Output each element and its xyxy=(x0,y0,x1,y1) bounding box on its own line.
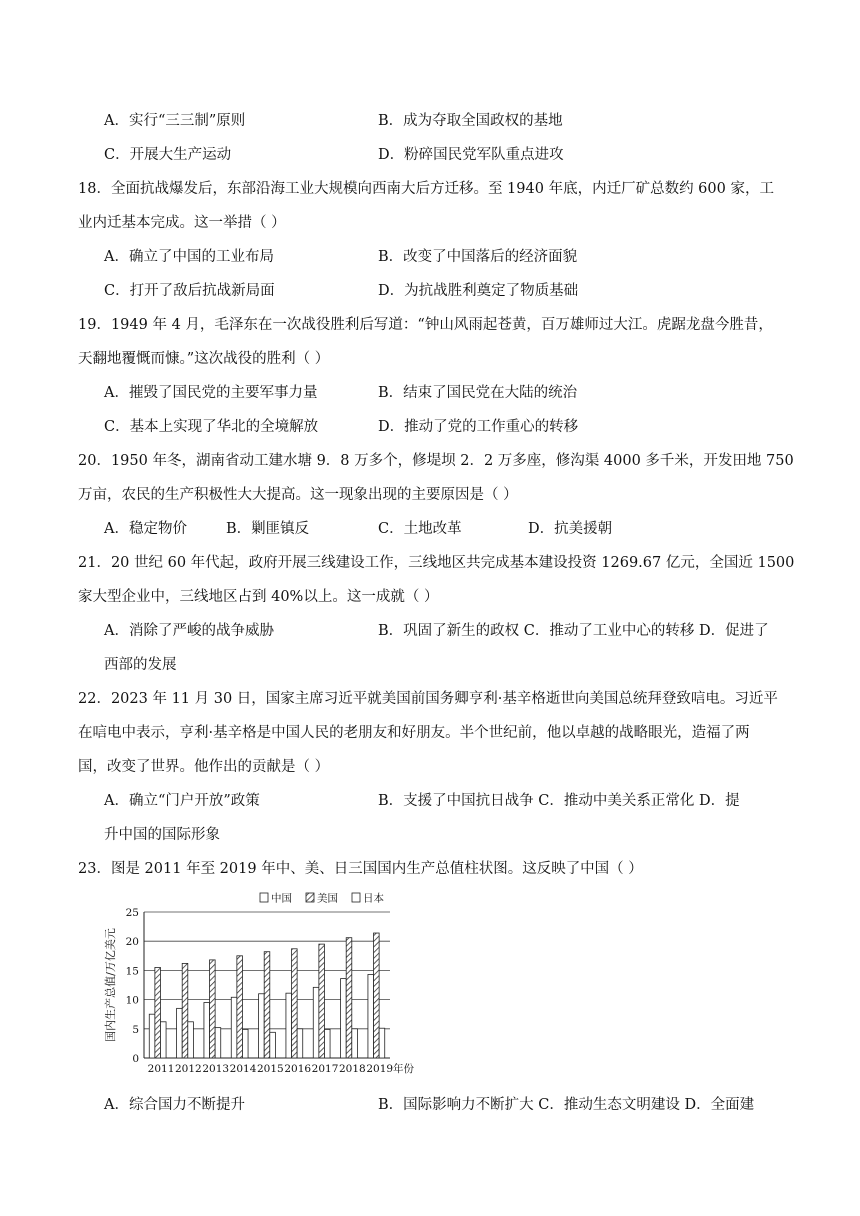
bar-中国-2011 xyxy=(149,1014,155,1058)
q17-option-d: D．粉碎国民党军队重点进攻 xyxy=(378,147,564,163)
q22-stem-line2: 在唁电中表示，亨利·基辛格是中国人民的老朋友和好朋友。半个世纪前，他以卓越的战略眼光，造福了两 xyxy=(78,725,750,741)
bar-美国-2013 xyxy=(210,960,216,1058)
q18-option-a: A．确立了中国的工业布局 xyxy=(104,249,274,265)
x-tick-label: 2011 xyxy=(147,1063,175,1075)
q23-option-a: A．综合国力不断提升 xyxy=(104,1097,245,1113)
y-tick-label: 25 xyxy=(125,907,139,919)
q18-option-b: B．改变了中国落后的经济面貌 xyxy=(378,249,578,265)
x-tick-label: 2014 xyxy=(229,1063,257,1075)
x-tick-label: 2012 xyxy=(175,1063,202,1075)
y-tick-label: 5 xyxy=(132,1023,139,1036)
bar-美国-2016 xyxy=(292,949,298,1058)
q20-option-c: C．土地改革 xyxy=(378,521,462,537)
x-tick-label: 2015 xyxy=(257,1063,284,1075)
q18-option-c: C．打开了敌后抗战新局面 xyxy=(104,283,275,299)
bar-美国-2012 xyxy=(182,963,188,1058)
q21-stem-line1: 21．20 世纪 60 年代起，政府开展三线建设工作，三线地区共完成基本建设投资 1269.67 亿元，全国近 1500 xyxy=(78,555,795,571)
q18-option-d: D．为抗战胜利奠定了物质基础 xyxy=(378,283,579,299)
bar-美国-2019 xyxy=(374,933,380,1058)
x-tick-label: 2018 xyxy=(339,1063,366,1075)
q22-option-continuation: 升中国的国际形象 xyxy=(104,827,220,843)
bar-日本-2017 xyxy=(324,1029,330,1058)
bar-美国-2017 xyxy=(319,944,325,1058)
q20-option-a: A．稳定物价 xyxy=(104,521,187,537)
bar-日本-2018 xyxy=(352,1029,358,1058)
q22-option-a: A．确立“门户开放”政策 xyxy=(104,793,260,809)
bar-日本-2012 xyxy=(188,1022,194,1058)
q19-option-a: A．摧毁了国民党的主要军事力量 xyxy=(104,385,318,401)
bar-中国-2018 xyxy=(341,979,347,1058)
x-tick-label: 2017 xyxy=(311,1063,339,1075)
legend-label: 日本 xyxy=(363,892,384,905)
bar-中国-2019 xyxy=(368,974,374,1058)
gdp-bar-chart xyxy=(104,888,415,1080)
legend-swatch-中国 xyxy=(260,893,268,902)
legend-label: 中国 xyxy=(271,892,292,905)
q21-option-a: A．消除了严峻的战争威胁 xyxy=(104,623,274,639)
bar-美国-2011 xyxy=(155,967,161,1058)
q20-stem-line1: 20．1950 年冬，湖南省动工建水塘 9．8 万多个，修堤坝 2．2 万多座，修沟渠 4000 多千米，开发田地 750 xyxy=(78,453,794,469)
y-tick-label: 10 xyxy=(125,994,139,1007)
q21-option-continuation: 西部的发展 xyxy=(104,657,177,673)
q23-options-bcd: B．国际影响力不断扩大 C．推动生态文明建设 D．全面建 xyxy=(378,1097,755,1113)
bar-日本-2013 xyxy=(215,1028,221,1058)
x-tick-label: 2016 xyxy=(284,1063,312,1075)
bar-日本-2016 xyxy=(297,1029,303,1058)
q17-option-c: C．开展大生产运动 xyxy=(104,147,232,163)
bar-美国-2015 xyxy=(264,952,270,1058)
q18-stem-line1: 18．全面抗战爆发后，东部沿海工业大规模向西南大后方迁移。至 1940 年底，内迁厂矿总数约 600 家，工 xyxy=(78,181,774,197)
q20-option-b: B．剿匪镇反 xyxy=(226,521,310,537)
bar-日本-2011 xyxy=(160,1022,166,1058)
bar-日本-2015 xyxy=(270,1032,276,1058)
q20-option-d: D．抗美援朝 xyxy=(528,521,613,537)
bar-中国-2014 xyxy=(231,997,237,1058)
y-axis-label: 国内生产总值/万亿美元 xyxy=(104,928,117,1042)
legend-label: 美国 xyxy=(317,892,338,905)
bar-日本-2014 xyxy=(242,1029,248,1058)
q17-option-b: B．成为夺取全国政权的基地 xyxy=(378,113,563,129)
x-tick-label: 2019年份 xyxy=(366,1063,415,1075)
legend-swatch-日本 xyxy=(352,893,360,902)
q22-stem-line3: 国，改变了世界。他作出的贡献是（ ） xyxy=(78,759,330,775)
q18-stem-line2: 业内迁基本完成。这一举措（ ） xyxy=(78,215,286,231)
q22-options-bcd: B．支援了中国抗日战争 C．推动中美关系正常化 D．提 xyxy=(378,793,740,809)
bar-中国-2012 xyxy=(177,1008,183,1058)
q23-stem-line1: 23．图是 2011 年至 2019 年中、美、日三国国内生产总值柱状图。这反映了中国（ ） xyxy=(78,861,643,877)
y-tick-label: 15 xyxy=(125,965,139,978)
x-tick-label: 2013 xyxy=(202,1063,230,1075)
q20-stem-line2: 万亩，农民的生产积极性大大提高。这一现象出现的主要原因是（ ） xyxy=(78,487,518,503)
q21-stem-line2: 家大型企业中，三线地区占到 40%以上。这一成就（ ） xyxy=(78,589,439,605)
y-tick-label: 0 xyxy=(132,1053,139,1065)
q22-stem-line1: 22．2023 年 11 月 30 日，国家主席习近平就美国前国务卿亨利·基辛格逝世向美国总统拜登致唁电。习近平 xyxy=(78,691,778,707)
q17-option-a: A．实行“三三制”原则 xyxy=(104,113,246,129)
q19-option-b: B．结束了国民党在大陆的统治 xyxy=(378,385,578,401)
q21-options-bcd: B．巩固了新生的政权 C．推动了工业中心的转移 D．促进了 xyxy=(378,623,769,639)
bar-中国-2015 xyxy=(259,994,265,1058)
bar-美国-2014 xyxy=(237,956,243,1058)
bar-中国-2013 xyxy=(204,1003,210,1058)
y-tick-label: 20 xyxy=(125,936,139,949)
bar-中国-2016 xyxy=(286,993,292,1058)
q19-stem-line1: 19．1949 年 4 月，毛泽东在一次战役胜利后写道：“钟山风雨起苍黄，百万雄师过大江。虎踞龙盘今胜昔， xyxy=(78,317,773,333)
bar-日本-2019 xyxy=(379,1028,385,1058)
legend-swatch-美国 xyxy=(306,893,314,902)
q19-stem-line2: 天翻地覆慨而慷。”这次战役的胜利（ ） xyxy=(78,351,330,367)
bar-中国-2017 xyxy=(313,987,319,1058)
bar-美国-2018 xyxy=(346,938,352,1058)
gdp-bar-chart-svg xyxy=(104,888,415,1080)
q19-option-c: C．基本上实现了华北的全境解放 xyxy=(104,419,319,435)
q19-option-d: D．推动了党的工作重心的转移 xyxy=(378,419,579,435)
